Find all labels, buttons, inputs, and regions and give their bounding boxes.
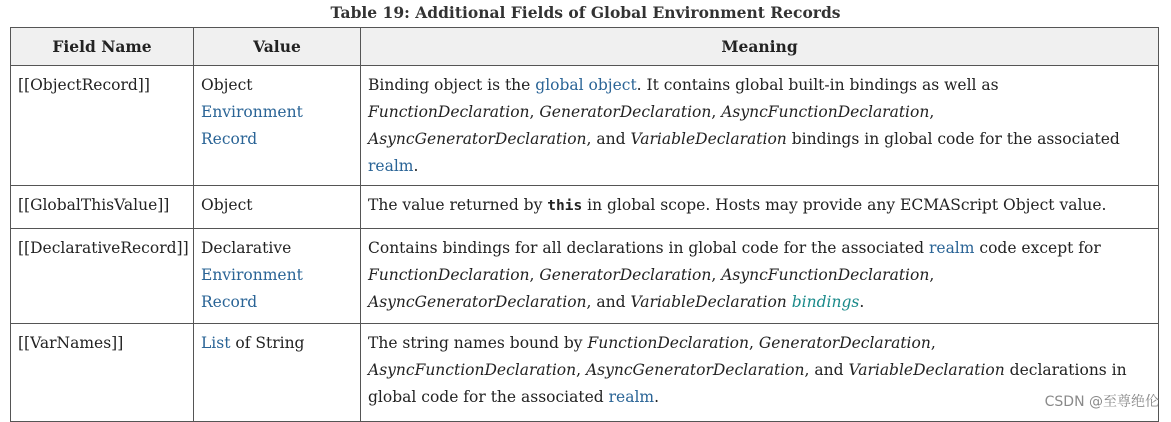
meaning-italic: AsyncGeneratorDeclaration [368, 130, 587, 148]
meaning-italic: GeneratorDeclaration [539, 266, 712, 284]
field-name-cell: [[GlobalThisValue]] [11, 186, 194, 229]
table-row [11, 324, 1159, 422]
meaning-italic: GeneratorDeclaration [758, 334, 931, 352]
meaning-italic: AsyncFunctionDeclaration [368, 361, 577, 379]
value-cell [194, 66, 361, 186]
meaning-text: The value returned by [368, 196, 548, 214]
table-row [11, 186, 1159, 229]
meaning-cell [361, 324, 1159, 422]
meaning-text: . [859, 293, 865, 311]
meaning-italic: GeneratorDeclaration [539, 103, 712, 121]
meaning-text: , and [804, 361, 849, 379]
value-cell [194, 324, 361, 422]
meaning-text: , and [586, 130, 631, 148]
environment-record-link[interactable]: Environment [201, 266, 303, 284]
value-text: Object [201, 76, 253, 94]
table-row [11, 229, 1159, 324]
header-value: Value [194, 28, 361, 66]
meaning-italic: AsyncFunctionDeclaration [721, 266, 930, 284]
list-link[interactable]: List [201, 334, 231, 352]
meaning-text: , and [586, 293, 631, 311]
this-keyword: this [547, 198, 583, 214]
meaning-text: The string names bound by [368, 334, 588, 352]
csdn-watermark: CSDN @至尊绝伦 [1044, 394, 1159, 410]
value-cell [194, 229, 361, 324]
value-cell: Object [194, 186, 361, 229]
meaning-italic: AsyncGeneratorDeclaration [585, 361, 805, 379]
table-row [11, 66, 1159, 186]
meaning-italic: AsyncFunctionDeclaration [721, 103, 930, 121]
meaning-text: , [711, 266, 722, 284]
meaning-text: , [711, 103, 722, 121]
meaning-italic: VariableDeclaration [630, 130, 787, 148]
meaning-text: bindings in global code for the associated [786, 130, 1120, 148]
meaning-text: Contains bindings for all declarations in global code for the associated [368, 239, 929, 257]
field-name-cell: [[DeclarativeRecord]] [11, 229, 194, 324]
meaning-text: , [930, 334, 936, 352]
environment-record-link-cont[interactable]: Record [201, 130, 258, 148]
value-text: Declarative [201, 239, 292, 257]
realm-link[interactable]: realm [928, 239, 975, 257]
table-header-row [11, 28, 1159, 66]
meaning-italic: FunctionDeclaration [368, 103, 530, 121]
header-field-name: Field Name [11, 28, 194, 66]
field-name-cell: [[VarNames]] [11, 324, 194, 422]
environment-record-link[interactable]: Environment [201, 103, 303, 121]
meaning-italic: VariableDeclaration [848, 361, 1005, 379]
meaning-cell [361, 66, 1159, 186]
meaning-text: , [929, 266, 935, 284]
realm-link[interactable]: realm [608, 388, 655, 406]
meaning-italic: AsyncGeneratorDeclaration [368, 293, 587, 311]
global-object-link[interactable]: global object [535, 76, 637, 94]
meaning-text: in global scope. Hosts may provide any ECMAScript Object value. [582, 196, 1107, 214]
meaning-italic: FunctionDeclaration [368, 266, 530, 284]
meaning-text: . [413, 157, 419, 175]
realm-link[interactable]: realm [368, 157, 414, 175]
global-environment-fields-table [10, 27, 1159, 422]
bindings-link[interactable]: bindings [791, 293, 860, 311]
meaning-cell [361, 229, 1159, 324]
meaning-text: , [529, 103, 540, 121]
meaning-text: . [654, 388, 660, 406]
meaning-text: , [576, 361, 586, 379]
field-name-cell: [[ObjectRecord]] [11, 66, 194, 186]
header-meaning: Meaning [361, 28, 1159, 66]
meaning-text: Binding object is the [368, 76, 536, 94]
meaning-cell [361, 186, 1159, 229]
meaning-text: , [749, 334, 759, 352]
meaning-italic: FunctionDeclaration [587, 334, 749, 352]
environment-record-link-cont[interactable]: Record [201, 293, 258, 311]
meaning-text: , [929, 103, 935, 121]
meaning-italic: VariableDeclaration [630, 293, 787, 311]
meaning-text: declarations in global code for the associated [368, 361, 1127, 406]
meaning-text: , [529, 266, 540, 284]
table-caption: Table 19: Additional Fields of Global Environment Records [330, 3, 841, 22]
meaning-text: code except for [974, 239, 1101, 257]
value-text: of String [230, 334, 305, 352]
meaning-text: . It contains global built-in bindings as well as [636, 76, 999, 94]
